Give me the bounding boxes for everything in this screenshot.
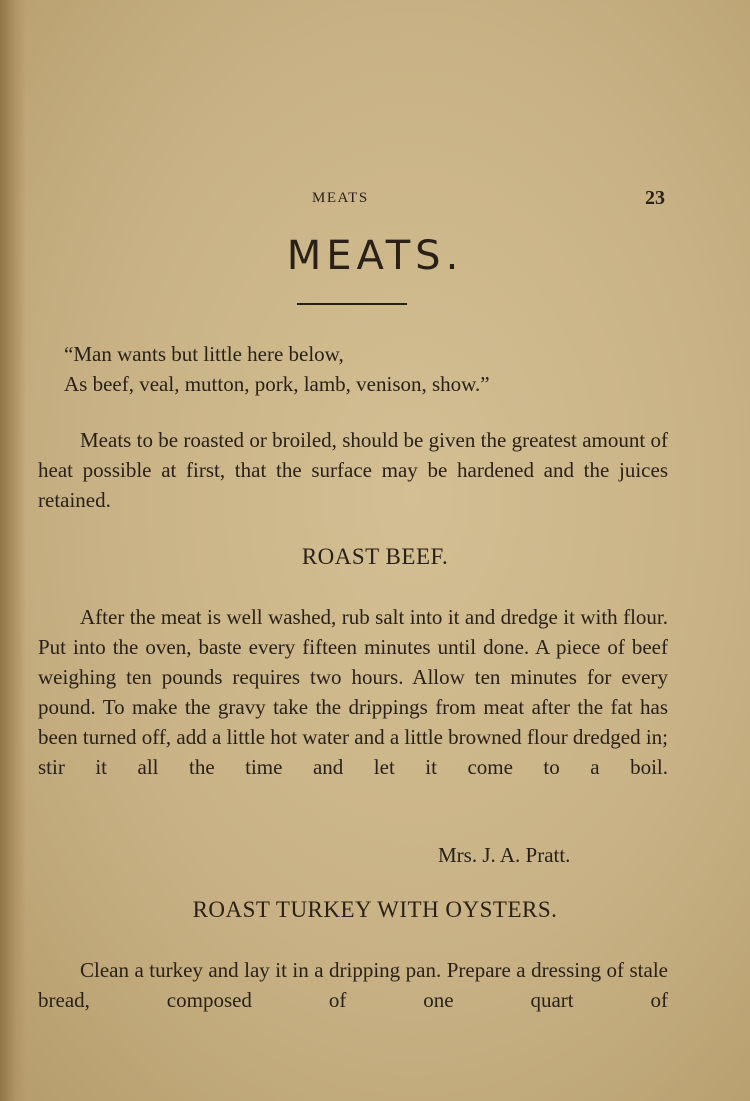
epigraph-line-2: As beef, veal, mutton, pork, lamb, venison, show.” <box>64 372 490 396</box>
chapter-title: MEATS. <box>286 233 464 279</box>
recipe-body-roast-beef: After the meat is well washed, rub salt into it and dredge it with flour. Put into the oven, baste every fifteen minutes until done. A piece of beef weighing ten pounds requires two hours. Allow ten minutes for every pound. To make the gravy take the drippings from meat after the fat has been turned off, add a little hot water and a little browned flour dredged in; stir it all the time and let it come to a boil. <box>38 605 668 779</box>
recipe-contributor: Mrs. J. A. Pratt. <box>438 843 571 867</box>
intro-paragraph: Meats to be roasted or broiled, should be given the greatest amount of heat possible at first, that the surface may be hardened and the juices retained. <box>38 428 668 512</box>
recipe-heading-roast-beef: ROAST BEEF. <box>301 544 449 569</box>
recipe-body-roast-turkey: Clean a turkey and lay it in a dripping pan. Prepare a dressing of stale bread, composed of one quart of <box>38 958 668 1012</box>
title-rule <box>297 303 407 305</box>
running-head <box>0 187 750 210</box>
page-number: 23 <box>645 187 665 209</box>
epigraph-line-1: “Man wants but little here below, <box>64 342 344 366</box>
recipe-heading-roast-turkey: ROAST TURKEY WITH OYSTERS. <box>192 897 558 922</box>
running-head-title: MEATS <box>312 190 369 206</box>
